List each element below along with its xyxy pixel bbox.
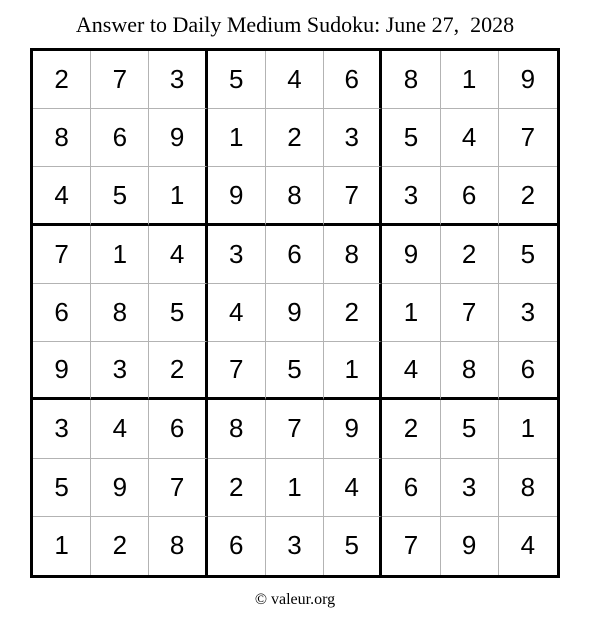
sudoku-cell: 6 bbox=[33, 284, 91, 342]
sudoku-cell: 6 bbox=[382, 459, 440, 517]
sudoku-cell: 2 bbox=[441, 226, 499, 284]
sudoku-cell: 9 bbox=[149, 109, 207, 167]
sudoku-cell: 5 bbox=[499, 226, 557, 284]
sudoku-cell: 9 bbox=[91, 459, 149, 517]
sudoku-cell: 6 bbox=[149, 400, 207, 458]
sudoku-cell: 3 bbox=[266, 517, 324, 575]
sudoku-cell: 1 bbox=[441, 51, 499, 109]
sudoku-cell: 9 bbox=[266, 284, 324, 342]
sudoku-cell: 2 bbox=[91, 517, 149, 575]
sudoku-cell: 5 bbox=[382, 109, 440, 167]
sudoku-cell: 6 bbox=[499, 342, 557, 400]
sudoku-cell: 7 bbox=[499, 109, 557, 167]
sudoku-cell: 3 bbox=[208, 226, 266, 284]
sudoku-cell: 4 bbox=[208, 284, 266, 342]
sudoku-cell: 4 bbox=[382, 342, 440, 400]
sudoku-cell: 5 bbox=[149, 284, 207, 342]
sudoku-cell: 7 bbox=[33, 226, 91, 284]
sudoku-cell: 4 bbox=[149, 226, 207, 284]
sudoku-cell: 8 bbox=[324, 226, 382, 284]
sudoku-cell: 7 bbox=[266, 400, 324, 458]
sudoku-cell: 6 bbox=[266, 226, 324, 284]
sudoku-cell: 6 bbox=[324, 51, 382, 109]
sudoku-cell: 7 bbox=[208, 342, 266, 400]
sudoku-cell: 5 bbox=[91, 167, 149, 225]
sudoku-cell: 8 bbox=[266, 167, 324, 225]
sudoku-cell: 1 bbox=[91, 226, 149, 284]
sudoku-cell: 6 bbox=[91, 109, 149, 167]
sudoku-cell: 7 bbox=[382, 517, 440, 575]
sudoku-cell: 8 bbox=[149, 517, 207, 575]
sudoku-cell: 5 bbox=[208, 51, 266, 109]
sudoku-cell: 5 bbox=[324, 517, 382, 575]
sudoku-cell: 4 bbox=[33, 167, 91, 225]
sudoku-cell: 8 bbox=[91, 284, 149, 342]
sudoku-cell: 3 bbox=[33, 400, 91, 458]
sudoku-cell: 1 bbox=[499, 400, 557, 458]
sudoku-cell: 1 bbox=[208, 109, 266, 167]
sudoku-cell: 3 bbox=[149, 51, 207, 109]
sudoku-cell: 4 bbox=[520, 530, 536, 561]
sudoku-cell: 1 bbox=[324, 342, 382, 400]
sudoku-cell: 1 bbox=[33, 517, 91, 575]
copyright-footer: © valeur.org bbox=[254, 591, 336, 608]
sudoku-cell: 2 bbox=[382, 400, 440, 458]
sudoku-cell: 5 bbox=[266, 342, 324, 400]
sudoku-cell: 2 bbox=[266, 109, 324, 167]
sudoku-cell: 9 bbox=[208, 167, 266, 225]
sudoku-cell: 8 bbox=[33, 109, 91, 167]
sudoku-cell: 9 bbox=[441, 517, 499, 575]
sudoku-cell: 2 bbox=[33, 51, 91, 109]
sudoku-cell: 6 bbox=[441, 167, 499, 225]
sudoku-board bbox=[30, 48, 560, 578]
sudoku-cell: 2 bbox=[208, 459, 266, 517]
sudoku-cell: 3 bbox=[91, 342, 149, 400]
sudoku-cell: 9 bbox=[499, 51, 557, 109]
sudoku-cell: 7 bbox=[324, 167, 382, 225]
sudoku-cell: 4 bbox=[441, 109, 499, 167]
sudoku-cell: 3 bbox=[324, 109, 382, 167]
sudoku-cell: 3 bbox=[499, 284, 557, 342]
sudoku-cell: 5 bbox=[33, 459, 91, 517]
sudoku-cell: 7 bbox=[149, 459, 207, 517]
sudoku-cell: 7 bbox=[441, 284, 499, 342]
sudoku-cell: 9 bbox=[382, 226, 440, 284]
sudoku-cell: 7 bbox=[91, 51, 149, 109]
sudoku-cell: 9 bbox=[33, 342, 91, 400]
sudoku-cell: 6 bbox=[208, 517, 266, 575]
sudoku-cell: 8 bbox=[441, 342, 499, 400]
sudoku-cell: 1 bbox=[266, 459, 324, 517]
sudoku-cell: 4 bbox=[91, 400, 149, 458]
sudoku-cell: 8 bbox=[208, 400, 266, 458]
sudoku-cell: 8 bbox=[499, 459, 557, 517]
page-title: Answer to Daily Medium Sudoku: June 27, 2028 bbox=[75, 12, 515, 37]
sudoku-cell: 8 bbox=[382, 51, 440, 109]
sudoku-cell: 2 bbox=[499, 167, 557, 225]
sudoku-cell: 4 bbox=[324, 459, 382, 517]
sudoku-cell: 2 bbox=[324, 284, 382, 342]
sudoku-cell: 1 bbox=[149, 167, 207, 225]
sudoku-cell: 3 bbox=[441, 459, 499, 517]
sudoku-cell: 3 bbox=[382, 167, 440, 225]
sudoku-cell: 1 bbox=[382, 284, 440, 342]
sudoku-cell: 2 bbox=[149, 342, 207, 400]
sudoku-cell: 5 bbox=[441, 400, 499, 458]
sudoku-cell: 4 bbox=[266, 51, 324, 109]
sudoku-cell: 9 bbox=[324, 400, 382, 458]
